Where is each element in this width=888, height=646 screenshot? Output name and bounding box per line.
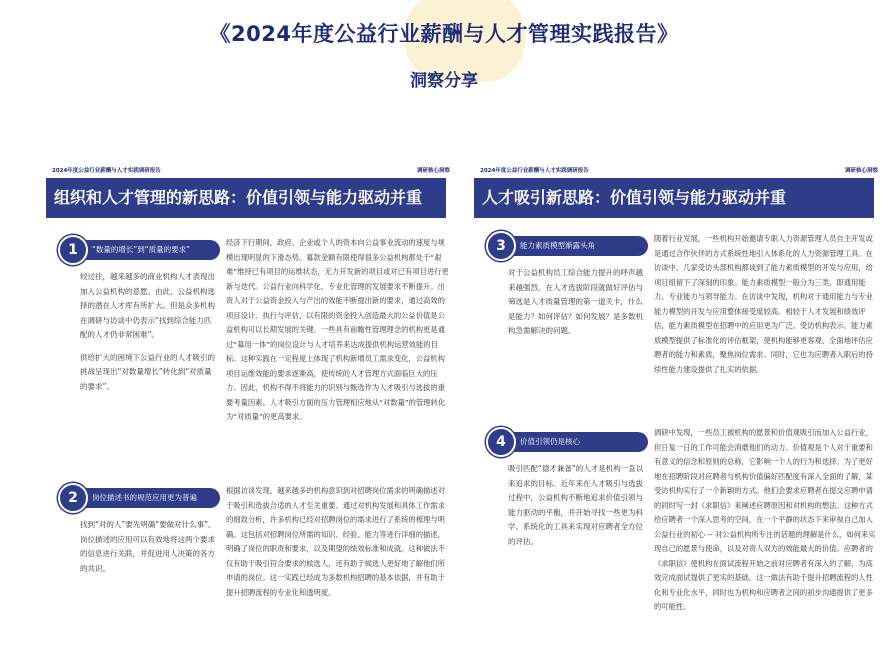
page-header <box>52 166 450 174</box>
insight-label: 能力素质模型渐露头角 <box>520 241 595 250</box>
summary-paragraph: 供给扩大的困境下公益行业的人才吸引的挑战呈现出“对数量增长”转化到“对质量的要求”。 <box>80 352 215 391</box>
insight-heading <box>494 236 648 256</box>
insight-body <box>226 236 450 425</box>
page-header <box>480 166 878 174</box>
body-paragraph: 经济下行期间，政府、企业或个人的资本向公益事业流动的速度与规模出现明显的下滑态势。募款金额有限使得很多公益机构都处于“艰难”维持已有项目的运维状态，无力开发新的项目或对已有项目进行更新与迭代。公益行业向科学化、专业化管理的发展要求不断提升。出资人对于公益资金投入与产出的效能不断提出新的要求，通过高效的项目设计、执行与评估，以有限的资金投入创造最大的公益价值是公益机构可以长期发展的关键。一些具有前瞻性管理理念的机构更是通过“募用一体”的岗位设计与人才培养来达成提供机构运营效能的目标。这种实践在一定程度上体现了机构新增员工需求变化，公益机构项目运维效能的要求逐渐高，使传统的人才管理方式面临巨大的压力。因此，机构不得不将能力的识别与甄选作为人才吸引与选拔的重要考量因素。人才吸引方面的压力管理相应地从“对数量”的管理转化为“对质量”的更高要求。 <box>226 238 449 421</box>
insight-heading <box>66 240 220 260</box>
summary-paragraph: 较过往，越来越多的商业机构人才表现出加入公益机构的意愿。由此，公益机构选择的潜在人才库有所扩大。但是众多机构在调研与访谈中仍表示“找到综合能力匹配的人才仍非常困难”。 <box>80 272 215 339</box>
insight-item-2 <box>60 488 220 584</box>
report-page-left <box>46 160 456 646</box>
summary-paragraph: 吸引匹配“德才兼备”的人才是机构一直以来追求的目标。近年来在人才吸引与选拔过程中，公益机构不断地追求价值引领与能力驱动的平衡，并开始寻找一些更为科学、系统化的工具来实现对应聘者全方位的评估。 <box>508 464 644 546</box>
report-page-right <box>474 160 884 646</box>
insight-summary <box>60 518 220 576</box>
insight-item-3 <box>488 236 648 347</box>
insight-heading <box>494 432 648 452</box>
insight-body <box>654 232 878 377</box>
insight-item-1 <box>60 240 220 402</box>
insight-summary <box>488 266 648 339</box>
insight-number: 1 <box>58 235 88 265</box>
header-section: 调研核心洞察 <box>844 168 878 174</box>
insight-heading <box>66 488 220 508</box>
insight-body <box>654 426 878 615</box>
insight-number: 3 <box>486 231 516 261</box>
insight-label: “数量的增长”到“质量的要求” <box>92 245 191 254</box>
page-title: 《2024年度公益行业薪酬与人才管理实践报告》 <box>209 22 679 46</box>
insight-item-4 <box>488 432 648 557</box>
insight-number: 4 <box>486 427 516 457</box>
insight-summary <box>60 270 220 394</box>
section-banner: 人才吸引新思路：价值引领与能力驱动并重 <box>474 178 874 218</box>
insight-body <box>226 484 450 600</box>
insight-label: 岗位描述书的规范应用更为普遍 <box>92 493 197 502</box>
header-report-name: 2024年度公益行业薪酬与人才实践调研报告 <box>480 168 589 174</box>
summary-paragraph: 找到“对的人”要先明确“要做对什么事”。岗位描述的应用可以有效地将这两个要求的信息进行关联，并促进用人决策的各方的共识。 <box>80 520 216 573</box>
body-paragraph: 调研中发现，一些员工被机构的愿景和价值观吸引而加入公益行业，但日复一日的工作可能会消磨他们的动力。价值观是个人对于重要和有意义的信念和原则的总称，它影响一个人的行为和选择。为了更好地在招聘阶段对应聘者与机构价值偏好匹配度有深入全面的了解，某受访机构实行了一个新颖的方式。他们会要求应聘者在提交应聘申请的同时写一封《求职信》来阐述应聘原因和对机构的想法。这种方式给应聘者一个深入思考的空间，在一个平静的状态下来审视自己加入公益行业的初心 -- 对公益机构所专注的话题的理解是什么，如何来实现自己的愿景与使命，以及对资人双方的效能最大的价值。应聘者的《求职信》使机构在面试流程开始之前对应聘者有深入的了解，为高效完成面试提供了更实的基础。这一做法有助于提升招聘流程的人性化和专业化水平，同时也为机构和应聘者之间的初步沟通提供了更多的可能性。 <box>654 428 876 611</box>
body-paragraph: 随着行业发展，一些机构开始邀请专职人力资源管理人员自主开发或是通过合作伙伴的方式系统性地引入体系化的人力资源管理工具。在访谈中，几家受访头部机构都谈到了能力素质模型的开发与应用，给项目组留下了深刻的印象。能力素质模型一般分为三类，即通用能力、专业能力与领导能力。在访谈中发现，机构对于通用能力与专业能力模型的开发与应用整体接受度较高。相较于人才发展和绩效评估，能力素质模型在招聘中的应用更为广泛。受访机构表示，能力素质模型提供了标准化的评估框架，使机构能够更客观、全面地评估应聘者的能力和素质，聚焦岗位需求。同时，它也为应聘者入职后的持续性能力建设提供了扎实的依据。 <box>654 234 873 374</box>
section-banner: 组织和人才管理的新思路：价值引领与能力驱动并重 <box>46 178 446 218</box>
header-report-name: 2024年度公益行业薪酬与人才实践调研报告 <box>52 168 161 174</box>
insight-summary <box>488 462 648 549</box>
header-section: 调研核心洞察 <box>416 168 450 174</box>
page-subtitle: 洞察分享 <box>410 71 478 91</box>
insight-label: 价值引领仍是核心 <box>520 437 580 446</box>
summary-paragraph: 对于公益机构员工综合能力提升的呼声越来越强烈。在人才选拔阶段就做好评估与筛选是人才质量管理的第一道关卡，什么是能力？如何评估？如何发展？是多数机构急需解决的问题。 <box>508 268 643 335</box>
body-paragraph: 根据访谈发现，越来越多的机构意识到对招聘岗位需求的明确描述对于吸引和选拔合适的人才至关重要。通过对机构发展和具体工作需求的细致分析，许多机构已经对招聘岗位的需求进行了系统的梳理与明确。这包括对招聘岗位所需的知识、经验、能力等进行详细的描述，明确了岗位的职责和要求，以及期望的绩效标准和成就。这种做法不仅有助于吸引符合要求的候选人，还有助于候选人更好地了解他们所申请的岗位。这一实践已经成为多数机构招聘的基本依据，并有助于提升招聘流程的专业化和透明度。 <box>226 486 445 597</box>
insight-number: 2 <box>58 483 88 513</box>
